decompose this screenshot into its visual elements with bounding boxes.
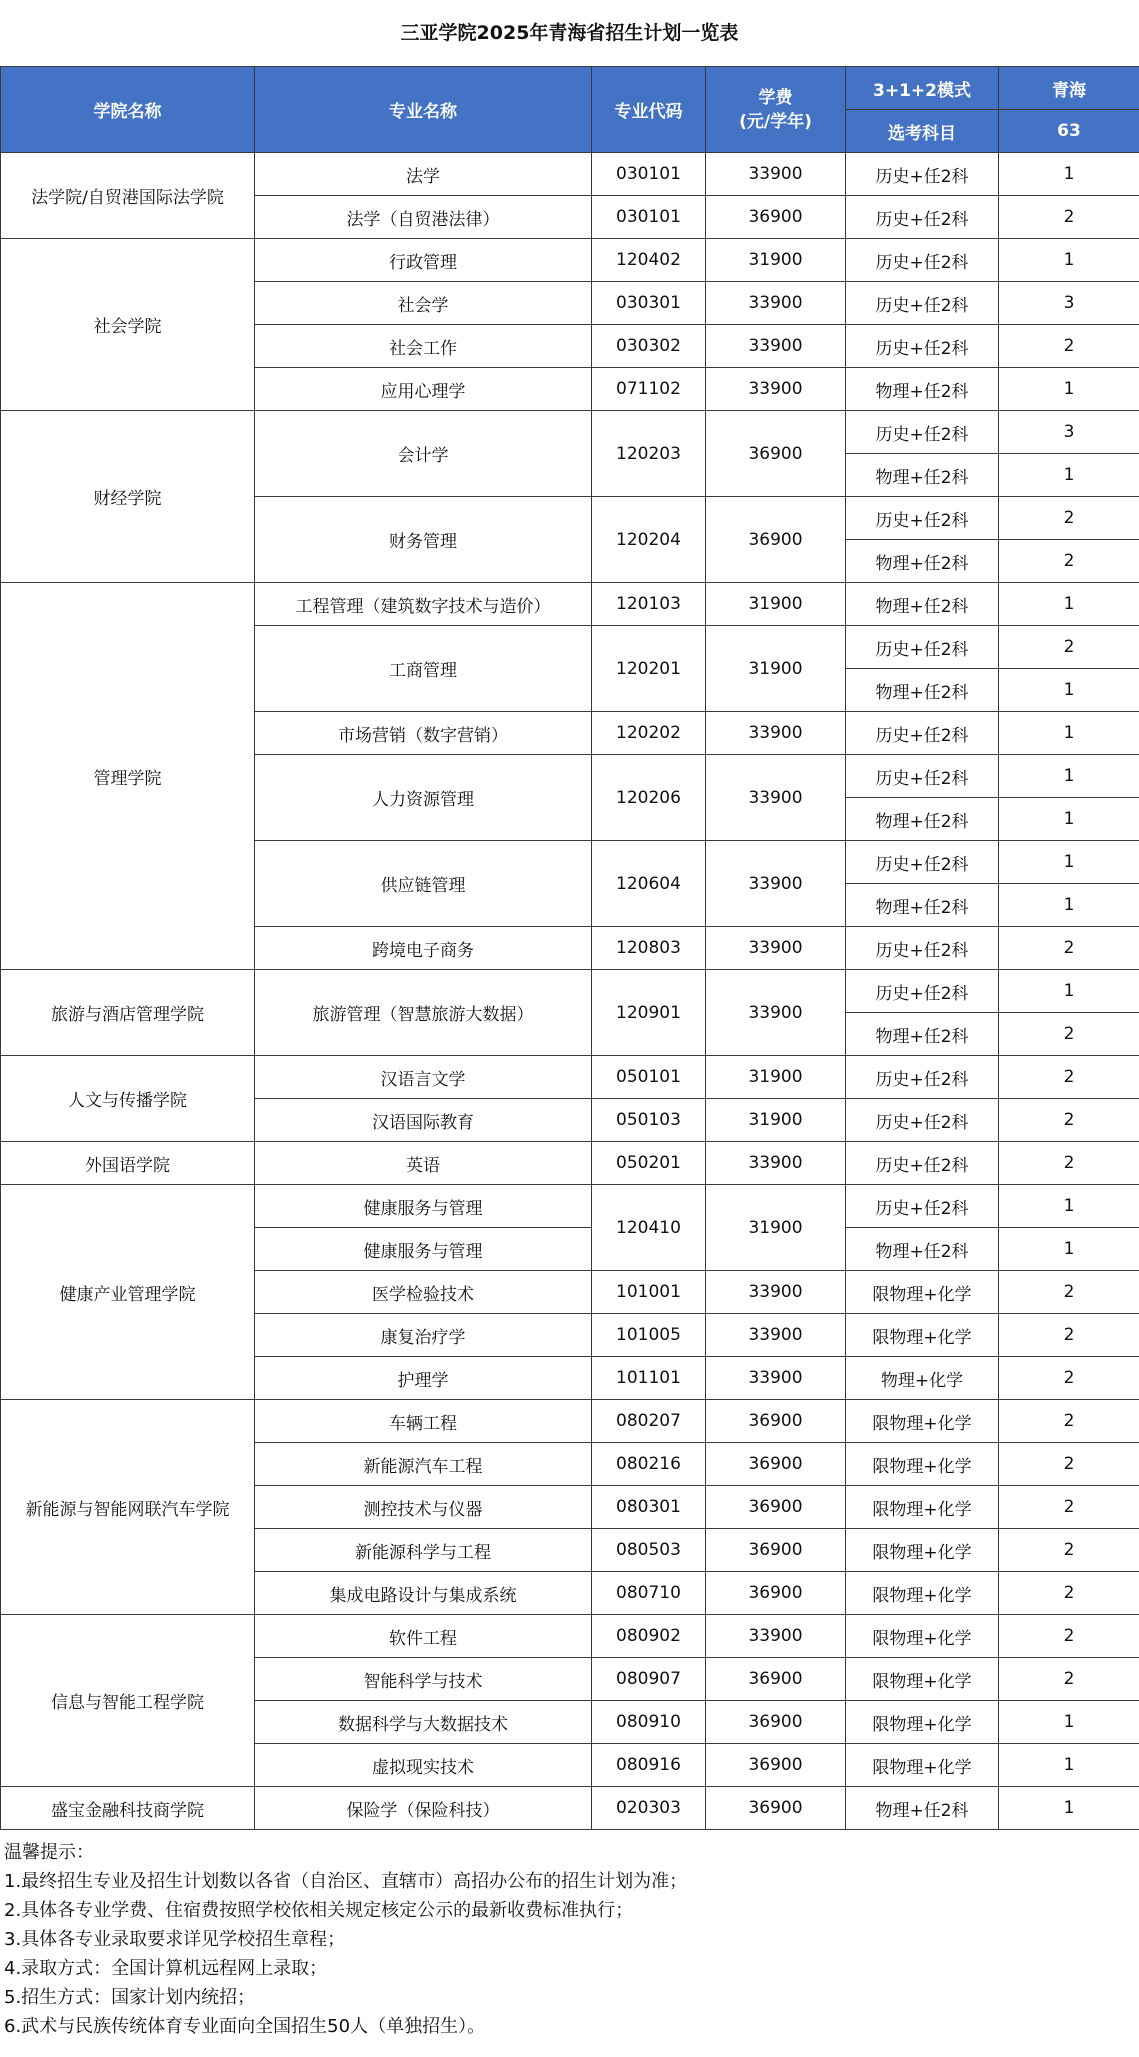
major-name-cell: 市场营销（数字营销）	[255, 712, 592, 755]
major-name-cell: 新能源汽车工程	[255, 1443, 592, 1486]
major-name-cell: 护理学	[255, 1357, 592, 1400]
major-name-cell: 车辆工程	[255, 1400, 592, 1443]
tuition-cell: 31900	[706, 239, 846, 282]
subject-cell: 物理+任2科	[846, 1013, 999, 1056]
quota-cell: 2	[999, 1615, 1139, 1658]
subject-cell: 物理+任2科	[846, 1787, 999, 1830]
table-row	[1, 583, 1139, 626]
note-item: 6.武术与民族传统体育专业面向全国招生50人（单独招生）。	[4, 2016, 486, 2037]
quota-cell: 2	[999, 1314, 1139, 1357]
major-code-cell: 080910	[592, 1701, 706, 1744]
subject-cell: 限物理+化学	[846, 1701, 999, 1744]
notes-section	[4, 1838, 1124, 2041]
subject-cell: 历史+任2科	[846, 282, 999, 325]
table-row	[1, 970, 1139, 1013]
subject-cell: 物理+化学	[846, 1357, 999, 1400]
tuition-cell: 31900	[706, 1099, 846, 1142]
major-code-cell: 101101	[592, 1357, 706, 1400]
subject-cell: 物理+任2科	[846, 884, 999, 927]
subject-cell: 物理+任2科	[846, 583, 999, 626]
college-cell: 旅游与酒店管理学院	[1, 970, 255, 1056]
subject-cell: 限物理+化学	[846, 1486, 999, 1529]
major-name-cell: 医学检验技术	[255, 1271, 592, 1314]
header-subject: 选考科目	[846, 110, 999, 153]
subject-cell: 限物理+化学	[846, 1744, 999, 1787]
tuition-cell: 31900	[706, 1056, 846, 1099]
subject-cell: 物理+任2科	[846, 669, 999, 712]
major-name-cell: 集成电路设计与集成系统	[255, 1572, 592, 1615]
college-cell: 法学院/自贸港国际法学院	[1, 153, 255, 239]
subject-cell: 物理+任2科	[846, 454, 999, 497]
quota-cell: 1	[999, 884, 1139, 927]
major-code-cell: 080916	[592, 1744, 706, 1787]
tuition-cell: 33900	[706, 1142, 846, 1185]
tuition-cell: 33900	[706, 755, 846, 841]
major-code-cell: 030302	[592, 325, 706, 368]
subject-cell: 历史+任2科	[846, 411, 999, 454]
tuition-cell: 33900	[706, 927, 846, 970]
tuition-cell: 33900	[706, 153, 846, 196]
quota-cell: 3	[999, 411, 1139, 454]
subject-cell: 物理+任2科	[846, 1228, 999, 1271]
header-total: 63	[999, 110, 1139, 153]
table-row	[1, 153, 1139, 196]
major-code-cell: 120410	[592, 1185, 706, 1271]
major-code-cell: 120402	[592, 239, 706, 282]
major-name-cell: 法学	[255, 153, 592, 196]
college-cell: 外国语学院	[1, 1142, 255, 1185]
table-row	[1, 1142, 1139, 1185]
quota-cell: 1	[999, 841, 1139, 884]
college-cell: 健康产业管理学院	[1, 1185, 255, 1400]
major-code-cell: 080503	[592, 1529, 706, 1572]
table-row	[1, 1185, 1139, 1228]
quota-cell: 3	[999, 282, 1139, 325]
major-name-cell: 数据科学与大数据技术	[255, 1701, 592, 1744]
quota-cell: 2	[999, 196, 1139, 239]
major-code-cell: 050201	[592, 1142, 706, 1185]
subject-cell: 历史+任2科	[846, 712, 999, 755]
major-name-cell: 会计学	[255, 411, 592, 497]
table-row	[1, 1400, 1139, 1443]
table-row	[1, 239, 1139, 282]
major-code-cell: 120201	[592, 626, 706, 712]
quota-cell: 2	[999, 1658, 1139, 1701]
quota-cell: 1	[999, 798, 1139, 841]
subject-cell: 历史+任2科	[846, 1185, 999, 1228]
major-code-cell: 120202	[592, 712, 706, 755]
subject-cell: 历史+任2科	[846, 626, 999, 669]
table-body	[1, 153, 1139, 1830]
major-code-cell: 080207	[592, 1400, 706, 1443]
header-college: 学院名称	[1, 67, 255, 153]
table-row	[1, 1787, 1139, 1830]
subject-cell: 限物理+化学	[846, 1400, 999, 1443]
major-code-cell: 080216	[592, 1443, 706, 1486]
quota-cell: 1	[999, 712, 1139, 755]
tuition-cell: 33900	[706, 325, 846, 368]
subject-cell: 历史+任2科	[846, 325, 999, 368]
notes-heading: 温馨提示：	[4, 1842, 94, 1863]
note-item: 5.招生方式：国家计划内统招；	[4, 1987, 256, 2008]
note-item: 2.具体各专业学费、住宿费按照学校依相关规定核定公示的最新收费标准执行；	[4, 1900, 634, 1921]
subject-cell: 物理+任2科	[846, 540, 999, 583]
college-cell: 社会学院	[1, 239, 255, 411]
subject-cell: 历史+任2科	[846, 239, 999, 282]
major-name-cell: 应用心理学	[255, 368, 592, 411]
header-mode: 3+1+2模式	[846, 67, 999, 110]
college-cell: 管理学院	[1, 583, 255, 970]
major-name-cell: 汉语国际教育	[255, 1099, 592, 1142]
quota-cell: 2	[999, 325, 1139, 368]
major-code-cell: 120206	[592, 755, 706, 841]
quota-cell: 1	[999, 755, 1139, 798]
major-name-cell: 跨境电子商务	[255, 927, 592, 970]
subject-cell: 历史+任2科	[846, 153, 999, 196]
header-fee-line2: (元/学年)	[739, 111, 812, 132]
tuition-cell: 31900	[706, 583, 846, 626]
quota-cell: 1	[999, 454, 1139, 497]
subject-cell: 历史+任2科	[846, 755, 999, 798]
major-name-cell: 旅游管理（智慧旅游大数据）	[255, 970, 592, 1056]
major-name-cell: 英语	[255, 1142, 592, 1185]
quota-cell: 1	[999, 1701, 1139, 1744]
major-name-cell: 财务管理	[255, 497, 592, 583]
tuition-cell: 33900	[706, 368, 846, 411]
major-name-cell: 测控技术与仪器	[255, 1486, 592, 1529]
quota-cell: 2	[999, 1056, 1139, 1099]
major-name-cell: 康复治疗学	[255, 1314, 592, 1357]
major-code-cell: 120203	[592, 411, 706, 497]
major-name-cell: 软件工程	[255, 1615, 592, 1658]
quota-cell: 1	[999, 1744, 1139, 1787]
quota-cell: 2	[999, 1400, 1139, 1443]
quota-cell: 1	[999, 970, 1139, 1013]
major-code-cell: 120803	[592, 927, 706, 970]
quota-cell: 2	[999, 1142, 1139, 1185]
tuition-cell: 36900	[706, 1400, 846, 1443]
quota-cell: 1	[999, 669, 1139, 712]
tuition-cell: 33900	[706, 1314, 846, 1357]
subject-cell: 历史+任2科	[846, 1142, 999, 1185]
subject-cell: 限物理+化学	[846, 1271, 999, 1314]
tuition-cell: 36900	[706, 1658, 846, 1701]
college-cell: 财经学院	[1, 411, 255, 583]
college-cell: 人文与传播学院	[1, 1056, 255, 1142]
major-name-cell: 行政管理	[255, 239, 592, 282]
college-cell: 盛宝金融科技商学院	[1, 1787, 255, 1830]
note-item: 3.具体各专业录取要求详见学校招生章程；	[4, 1929, 346, 1950]
quota-cell: 2	[999, 927, 1139, 970]
major-name-cell: 人力资源管理	[255, 755, 592, 841]
subject-cell: 限物理+化学	[846, 1443, 999, 1486]
major-code-cell: 050103	[592, 1099, 706, 1142]
quota-cell: 2	[999, 540, 1139, 583]
quota-cell: 2	[999, 626, 1139, 669]
major-name-cell: 供应链管理	[255, 841, 592, 927]
page-title: 三亚学院2025年青海省招生计划一览表	[400, 22, 739, 44]
tuition-cell: 36900	[706, 1701, 846, 1744]
tuition-cell: 33900	[706, 1615, 846, 1658]
major-name-cell: 健康服务与管理	[255, 1185, 592, 1228]
major-name-cell: 保险学（保险科技）	[255, 1787, 592, 1830]
quota-cell: 2	[999, 1572, 1139, 1615]
major-code-cell: 071102	[592, 368, 706, 411]
tuition-cell: 31900	[706, 1185, 846, 1271]
major-code-cell: 020303	[592, 1787, 706, 1830]
quota-cell: 2	[999, 1099, 1139, 1142]
tuition-cell: 33900	[706, 1357, 846, 1400]
header-fee	[706, 67, 846, 153]
tuition-cell: 33900	[706, 1271, 846, 1314]
subject-cell: 限物理+化学	[846, 1658, 999, 1701]
major-code-cell: 080710	[592, 1572, 706, 1615]
subject-cell: 限物理+化学	[846, 1615, 999, 1658]
subject-cell: 历史+任2科	[846, 497, 999, 540]
tuition-cell: 31900	[706, 626, 846, 712]
quota-cell: 1	[999, 368, 1139, 411]
header-province: 青海	[999, 67, 1139, 110]
college-cell: 新能源与智能网联汽车学院	[1, 1400, 255, 1615]
note-item: 1.最终招生专业及招生计划数以各省（自治区、直辖市）高招办公布的招生计划为准；	[4, 1871, 688, 1892]
tuition-cell: 36900	[706, 497, 846, 583]
tuition-cell: 36900	[706, 1443, 846, 1486]
header-major: 专业名称	[255, 67, 592, 153]
major-code-cell: 120103	[592, 583, 706, 626]
header-code: 专业代码	[592, 67, 706, 153]
table-row	[1, 1056, 1139, 1099]
major-code-cell: 120204	[592, 497, 706, 583]
major-code-cell: 101001	[592, 1271, 706, 1314]
tuition-cell: 36900	[706, 1486, 846, 1529]
tuition-cell: 36900	[706, 1744, 846, 1787]
tuition-cell: 36900	[706, 1572, 846, 1615]
major-code-cell: 030101	[592, 196, 706, 239]
subject-cell: 限物理+化学	[846, 1572, 999, 1615]
college-cell: 信息与智能工程学院	[1, 1615, 255, 1787]
tuition-cell: 33900	[706, 970, 846, 1056]
subject-cell: 限物理+化学	[846, 1314, 999, 1357]
quota-cell: 2	[999, 1271, 1139, 1314]
subject-cell: 历史+任2科	[846, 1056, 999, 1099]
quota-cell: 1	[999, 1228, 1139, 1271]
subject-cell: 历史+任2科	[846, 841, 999, 884]
tuition-cell: 36900	[706, 1529, 846, 1572]
subject-cell: 历史+任2科	[846, 196, 999, 239]
major-name-cell: 社会学	[255, 282, 592, 325]
major-name-cell: 虚拟现实技术	[255, 1744, 592, 1787]
major-code-cell: 030101	[592, 153, 706, 196]
subject-cell: 历史+任2科	[846, 1099, 999, 1142]
header-fee-line1: 学费	[758, 87, 793, 108]
tuition-cell: 33900	[706, 712, 846, 755]
subject-cell: 限物理+化学	[846, 1529, 999, 1572]
major-name-cell: 智能科学与技术	[255, 1658, 592, 1701]
quota-cell: 2	[999, 1529, 1139, 1572]
quota-cell: 1	[999, 1185, 1139, 1228]
tuition-cell: 36900	[706, 196, 846, 239]
enrollment-plan-table	[0, 66, 1139, 1830]
major-code-cell: 120901	[592, 970, 706, 1056]
quota-cell: 2	[999, 1013, 1139, 1056]
major-code-cell: 030301	[592, 282, 706, 325]
major-code-cell: 080907	[592, 1658, 706, 1701]
major-name-cell: 工程管理（建筑数字技术与造价）	[255, 583, 592, 626]
major-code-cell: 101005	[592, 1314, 706, 1357]
major-name-cell: 工商管理	[255, 626, 592, 712]
subject-cell: 物理+任2科	[846, 798, 999, 841]
quota-cell: 2	[999, 1486, 1139, 1529]
quota-cell: 2	[999, 497, 1139, 540]
table-row	[1, 1615, 1139, 1658]
quota-cell: 1	[999, 153, 1139, 196]
major-name-cell: 新能源科学与工程	[255, 1529, 592, 1572]
major-code-cell: 080301	[592, 1486, 706, 1529]
tuition-cell: 36900	[706, 1787, 846, 1830]
quota-cell: 2	[999, 1357, 1139, 1400]
subject-cell: 历史+任2科	[846, 927, 999, 970]
table-row	[1, 411, 1139, 454]
tuition-cell: 36900	[706, 411, 846, 497]
quota-cell: 1	[999, 239, 1139, 282]
major-name-cell: 法学（自贸港法律）	[255, 196, 592, 239]
tuition-cell: 33900	[706, 282, 846, 325]
quota-cell: 2	[999, 1443, 1139, 1486]
note-item: 4.录取方式：全国计算机远程网上录取；	[4, 1958, 328, 1979]
tuition-cell: 33900	[706, 841, 846, 927]
table-header	[1, 67, 1139, 153]
major-name-cell: 社会工作	[255, 325, 592, 368]
major-name-cell: 健康服务与管理	[255, 1228, 592, 1271]
major-code-cell: 050101	[592, 1056, 706, 1099]
quota-cell: 1	[999, 1787, 1139, 1830]
major-code-cell: 080902	[592, 1615, 706, 1658]
subject-cell: 历史+任2科	[846, 970, 999, 1013]
subject-cell: 物理+任2科	[846, 368, 999, 411]
quota-cell: 1	[999, 583, 1139, 626]
major-name-cell: 汉语言文学	[255, 1056, 592, 1099]
major-code-cell: 120604	[592, 841, 706, 927]
